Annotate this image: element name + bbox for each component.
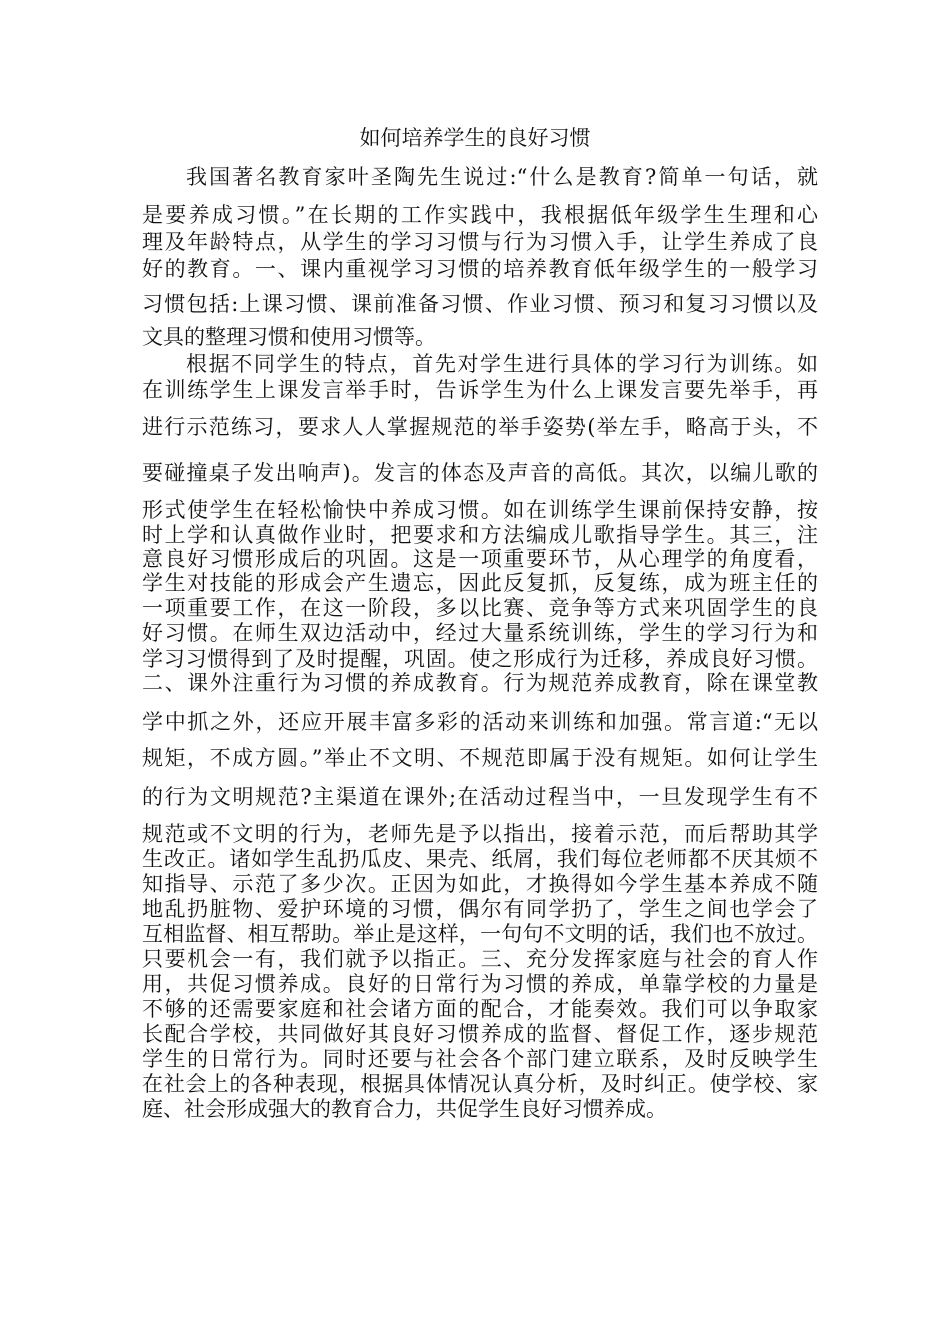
paragraph-line: 知指导、示范了多少次。正因为如此，才换得如今学生基本养成不随 [142,872,818,896]
paragraph-line: 我国著名教育家叶圣陶先生说过:“什么是教育?简单一句话，就 [186,165,818,189]
paragraph-line: 文具的整理习惯和使用习惯等。 [142,325,436,349]
paragraph-line: 形式使学生在轻松愉快中养成习惯。如在训练学生课前保持安静，按 [142,498,818,522]
paragraph-line: 二、课外注重行为习惯的养成教育。行为规范养成教育，除在课堂教 [142,671,818,695]
paragraph-line: 规矩，不成方圆。”举止不文明、不规范即属于没有规矩。如何让学生 [142,746,818,770]
paragraph-line: 互相监督、相互帮助。举止是这样，一句句不文明的话，我们也不放过。 [142,922,818,946]
paragraph-line: 好习惯。在师生双边活动中，经过大量系统训练，学生的学习行为和 [142,621,818,645]
paragraph-line: 不够的还需要家庭和社会诸方面的配合，才能奏效。我们可以争取家 [142,997,818,1021]
paragraph-line: 学中抓之外，还应开展丰富多彩的活动来训练和加强。常言道:“无以 [142,710,818,734]
paragraph-line: 用，共促习惯养成。良好的日常行为习惯的养成，单靠学校的力量是 [142,972,818,996]
paragraph-line: 进行示范练习，要求人人掌握规范的举手姿势(举左手，略高于头，不 [142,415,818,439]
document-title: 如何培养学生的良好习惯 [359,126,591,150]
paragraph-line: 是要养成习惯。”在长期的工作实践中，我根据低年级学生生理和心 [142,203,818,227]
paragraph-line: 要碰撞桌子发出响声)。发言的体态及声音的高低。其次，以编儿歌的 [142,461,818,485]
paragraph-line: 庭、社会形成强大的教育合力，共促学生良好习惯养成。 [142,1097,667,1121]
paragraph-line: 理及年龄特点，从学生的学习习惯与行为习惯入手，让学生养成了良 [142,230,818,254]
paragraph-line: 只要机会一有，我们就予以指正。三、充分发挥家庭与社会的育人作 [142,947,818,971]
paragraph-line: 时上学和认真做作业时，把要求和方法编成儿歌指导学生。其三，注 [142,523,818,547]
paragraph-line: 长配合学校，共同做好其良好习惯养成的监督、督促工作，逐步规范 [142,1022,818,1046]
paragraph-line: 习惯包括:上课习惯、课前准备习惯、作业习惯、预习和复习习惯以及 [142,292,818,316]
paragraph-line: 学生对技能的形成会产生遗忘，因此反复抓，反复练，成为班主任的 [142,571,818,595]
paragraph-line: 地乱扔脏物、爱护环境的习惯，偶尔有同学扔了，学生之间也学会了 [142,897,818,921]
paragraph-line: 生改正。诸如学生乱扔瓜皮、果壳、纸屑，我们每位老师都不厌其烦不 [142,847,818,871]
paragraph-line: 在社会上的各种表现，根据具体情况认真分析，及时纠正。使学校、家 [142,1072,818,1096]
paragraph-line: 在训练学生上课发言举手时，告诉学生为什么上课发言要先举手，再 [142,378,818,402]
paragraph-line: 意良好习惯形成后的巩固。这是一项重要环节，从心理学的角度看， [142,547,818,571]
paragraph-line: 的行为文明规范?主渠道在课外;在活动过程当中，一旦发现学生有不 [142,785,818,809]
paragraph-line: 学习习惯得到了及时提醒，巩固。使之形成行为迁移，养成良好习惯。 [142,647,818,671]
paragraph-line: 规范或不文明的行为，老师先是予以指出，接着示范，而后帮助其学 [142,822,818,846]
paragraph-line: 根据不同学生的特点，首先对学生进行具体的学习行为训练。如 [186,352,818,376]
paragraph-line: 一项重要工作，在这一阶段，多以比赛、竞争等方式来巩固学生的良 [142,596,818,620]
paragraph-line: 好的教育。一、课内重视学习习惯的培养教育低年级学生的一般学习 [142,257,818,281]
paragraph-line: 学生的日常行为。同时还要与社会各个部门建立联系，及时反映学生 [142,1047,818,1071]
